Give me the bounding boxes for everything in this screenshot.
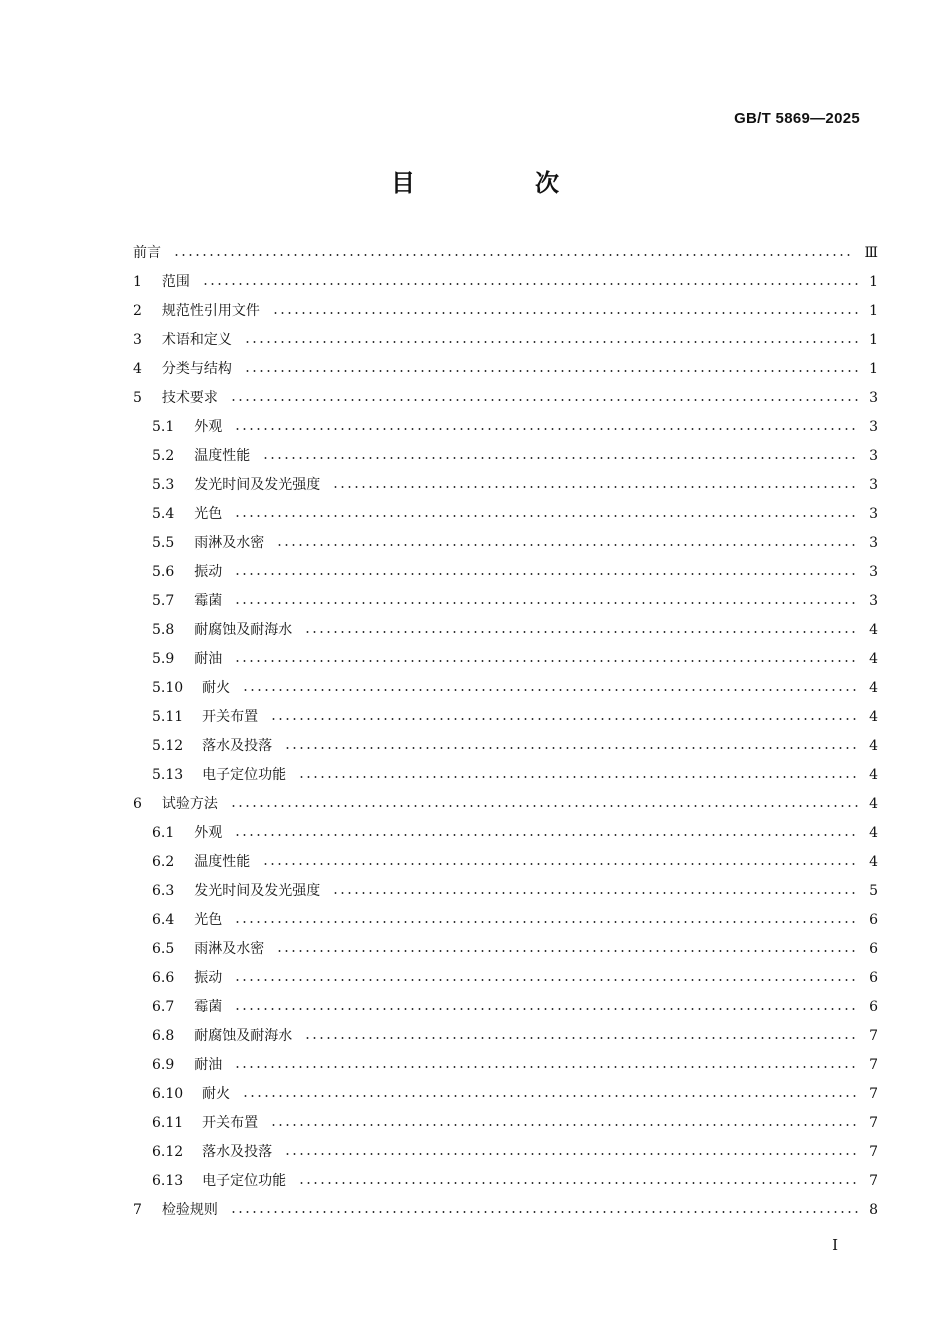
dot-leader: [230, 1211, 859, 1213]
toc-entry-page: 4: [869, 651, 878, 667]
toc-entry-title: 分类与结构: [161, 361, 232, 377]
toc-entry-title: 振动: [194, 564, 223, 580]
toc-entry-number: 6.11: [152, 1115, 184, 1131]
toc-entry-page: 1: [869, 303, 878, 319]
toc-entry-number: 5: [133, 390, 142, 406]
toc-entry-title: 光色: [194, 912, 223, 928]
dot-leader: [234, 1066, 859, 1068]
dot-leader: [262, 863, 859, 865]
dot-leader: [230, 399, 859, 401]
toc-entry-title: 检验规则: [161, 1202, 218, 1218]
toc-entry-page: 3: [869, 506, 878, 522]
toc-entry-page: 1: [869, 274, 878, 290]
toc-entry[interactable]: [133, 616, 878, 645]
toc-entry[interactable]: [133, 1109, 878, 1138]
toc-entry-page: 5: [869, 883, 878, 899]
dot-leader: [270, 718, 859, 720]
toc-entry[interactable]: [133, 877, 878, 906]
dot-leader: [304, 1037, 859, 1039]
toc-entry-page: 3: [869, 448, 878, 464]
toc-entry[interactable]: [133, 1196, 878, 1225]
toc-entry[interactable]: [133, 442, 878, 471]
toc-entry[interactable]: [133, 732, 878, 761]
toc-entry-page: 7: [869, 1173, 878, 1189]
toc-entry-title: 发光时间及发光强度: [194, 883, 321, 899]
toc-entry[interactable]: [133, 674, 878, 703]
dot-leader: [202, 283, 859, 285]
toc-entry[interactable]: [133, 471, 878, 500]
toc-entry-title: 电子定位功能: [202, 767, 287, 783]
toc-entry-title: 开关布置: [202, 709, 259, 725]
toc-entry-page: 7: [869, 1028, 878, 1044]
dot-leader: [270, 1124, 859, 1126]
toc-entry[interactable]: [133, 906, 878, 935]
toc-entry-page: 3: [869, 390, 878, 406]
toc-entry-number: 6.9: [152, 1057, 175, 1073]
toc-entry-title: 范围: [161, 274, 190, 290]
dot-leader: [242, 689, 859, 691]
dot-leader: [234, 921, 859, 923]
dot-leader: [276, 544, 859, 546]
dot-leader: [234, 602, 859, 604]
toc-entry-number: 7: [133, 1202, 142, 1218]
toc-entry[interactable]: [133, 819, 878, 848]
toc-entry-title: 光色: [194, 506, 223, 522]
toc-entry-number: 6.5: [152, 941, 175, 957]
toc-entry-number: 3: [133, 332, 142, 348]
toc-entry-number: 6.8: [152, 1028, 175, 1044]
toc-entry-page: 8: [869, 1202, 878, 1218]
toc-entry-page: 4: [869, 854, 878, 870]
toc-entry-page: 3: [869, 593, 878, 609]
toc-entry-title: 落水及投落: [202, 738, 273, 754]
toc-entry[interactable]: [133, 1080, 878, 1109]
dot-leader: [272, 312, 859, 314]
toc-entry-title: 耐油: [194, 651, 223, 667]
dot-leader: [242, 1095, 859, 1097]
toc-entry-page: 7: [869, 1115, 878, 1131]
toc-entry-page: 4: [869, 622, 878, 638]
toc-entry-title: 雨淋及水密: [194, 941, 265, 957]
toc-entry-title: 温度性能: [194, 854, 251, 870]
toc-entry-number: 5.5: [152, 535, 175, 551]
toc-entry-page: 3: [869, 564, 878, 580]
toc-entry-page: 3: [869, 535, 878, 551]
toc-entry-page: 6: [869, 970, 878, 986]
dot-leader: [234, 834, 859, 836]
toc-entry-page: 7: [869, 1086, 878, 1102]
dot-leader: [332, 892, 859, 894]
page-number: I: [832, 1236, 838, 1254]
toc-entry-page: 7: [869, 1057, 878, 1073]
toc-entry-page: 4: [869, 796, 878, 812]
dot-leader: [284, 1153, 859, 1155]
toc-entry[interactable]: [133, 558, 878, 587]
toc-entry-number: 6.10: [152, 1086, 184, 1102]
dot-leader: [234, 573, 859, 575]
toc-entry-number: 5.8: [152, 622, 175, 638]
toc-entry-title: 耐腐蚀及耐海水: [194, 622, 293, 638]
toc-entry-number: 5.1: [152, 419, 175, 435]
toc-entry-number: 5.10: [152, 680, 184, 696]
toc-entry-title: 霉菌: [194, 593, 223, 609]
toc-entry-title: 霉菌: [194, 999, 223, 1015]
toc-entry-page: 4: [869, 680, 878, 696]
toc-entry[interactable]: [133, 384, 878, 413]
dot-leader: [284, 747, 859, 749]
toc-entry[interactable]: [133, 268, 878, 297]
toc-entry-number: 1: [133, 274, 142, 290]
toc-entry-title: 电子定位功能: [202, 1173, 287, 1189]
toc-entry-title: 耐油: [194, 1057, 223, 1073]
toc-entry-title: 雨淋及水密: [194, 535, 265, 551]
toc-entry[interactable]: [133, 645, 878, 674]
toc-entry[interactable]: [133, 413, 878, 442]
toc-entry-number: 6.1: [152, 825, 175, 841]
toc-entry-number: 5.6: [152, 564, 175, 580]
toc-entry-title: 开关布置: [202, 1115, 259, 1131]
toc-entry[interactable]: [133, 848, 878, 877]
dot-leader: [230, 805, 859, 807]
toc-entry-title: 外观: [194, 825, 223, 841]
toc-entry-number: 5.13: [152, 767, 184, 783]
dot-leader: [173, 254, 854, 256]
toc-entry[interactable]: [133, 355, 878, 384]
dot-leader: [234, 1008, 859, 1010]
toc-entry[interactable]: [133, 1022, 878, 1051]
toc-entry[interactable]: [133, 964, 878, 993]
toc-entry[interactable]: [133, 1051, 878, 1080]
toc-entry-page: 4: [869, 767, 878, 783]
toc-entry-title: 温度性能: [194, 448, 251, 464]
toc-entry[interactable]: [133, 529, 878, 558]
toc-entry-title: 振动: [194, 970, 223, 986]
toc-entry-number: 5.3: [152, 477, 175, 493]
toc-entry-title: 外观: [194, 419, 223, 435]
toc-entry[interactable]: [133, 761, 878, 790]
toc-entry[interactable]: [133, 935, 878, 964]
toc-entry-number: 2: [133, 303, 142, 319]
dot-leader: [234, 660, 859, 662]
toc-entry-number: 6.13: [152, 1173, 184, 1189]
toc-entry-number: 6.3: [152, 883, 175, 899]
dot-leader: [234, 428, 859, 430]
toc-entry[interactable]: [133, 703, 878, 732]
toc-entry-number: 6: [133, 796, 142, 812]
toc-entry-page: 7: [869, 1144, 878, 1160]
toc-entry-title: 落水及投落: [202, 1144, 273, 1160]
toc-entry-page: 3: [869, 419, 878, 435]
toc-entry-page: 4: [869, 825, 878, 841]
dot-leader: [244, 370, 859, 372]
toc-entry-page: 1: [869, 332, 878, 348]
toc-entry-title: 发光时间及发光强度: [194, 477, 321, 493]
toc-entry-title: 技术要求: [161, 390, 218, 406]
dot-leader: [262, 457, 859, 459]
toc-entry-number: 5.12: [152, 738, 184, 754]
toc-entry-number: 4: [133, 361, 142, 377]
toc-entry-title: 耐火: [202, 1086, 231, 1102]
page-title: 目 次: [391, 169, 607, 197]
toc-entry-number: 6.2: [152, 854, 175, 870]
dot-leader: [298, 1182, 859, 1184]
toc-entry[interactable]: [133, 587, 878, 616]
toc-entry-number: 5.9: [152, 651, 175, 667]
dot-leader: [244, 341, 859, 343]
toc-entry-title: 耐腐蚀及耐海水: [194, 1028, 293, 1044]
dot-leader: [304, 631, 859, 633]
toc-entry-number: 6.12: [152, 1144, 184, 1160]
toc-entry-page: 3: [869, 477, 878, 493]
dot-leader: [234, 515, 859, 517]
toc-entry-number: 6.4: [152, 912, 175, 928]
dot-leader: [298, 776, 859, 778]
dot-leader: [234, 979, 859, 981]
toc-entry-number: 6.7: [152, 999, 175, 1015]
standard-code: GB/T 5869—2025: [734, 110, 860, 127]
toc-entry-page: 4: [869, 709, 878, 725]
dot-leader: [276, 950, 859, 952]
toc-entry[interactable]: [133, 993, 878, 1022]
toc-entry[interactable]: [133, 790, 878, 819]
toc-entry-page: 1: [869, 361, 878, 377]
toc-entry-number: 6.6: [152, 970, 175, 986]
toc-entry-number: 5.11: [152, 709, 184, 725]
toc-entry[interactable]: [133, 1138, 878, 1167]
toc-entry-number: 5.7: [152, 593, 175, 609]
toc-entry-title: 试验方法: [161, 796, 218, 812]
toc-entry[interactable]: [133, 297, 878, 326]
toc-entry-page: 4: [869, 738, 878, 754]
toc-entry[interactable]: [133, 239, 878, 268]
toc-entry[interactable]: [133, 1167, 878, 1196]
toc-entry[interactable]: [133, 326, 878, 355]
toc-entry-page: Ⅲ: [864, 245, 878, 261]
toc-entry-page: 6: [869, 912, 878, 928]
table-of-contents: [133, 239, 878, 1225]
dot-leader: [332, 486, 859, 488]
toc-entry-number: 5.2: [152, 448, 175, 464]
toc-entry-number: 5.4: [152, 506, 175, 522]
toc-entry[interactable]: [133, 500, 878, 529]
toc-entry-page: 6: [869, 999, 878, 1015]
toc-entry-page: 6: [869, 941, 878, 957]
toc-entry-title: 前言: [133, 245, 161, 261]
toc-entry-title: 术语和定义: [161, 332, 232, 348]
toc-entry-title: 耐火: [202, 680, 231, 696]
toc-entry-title: 规范性引用文件: [161, 303, 260, 319]
